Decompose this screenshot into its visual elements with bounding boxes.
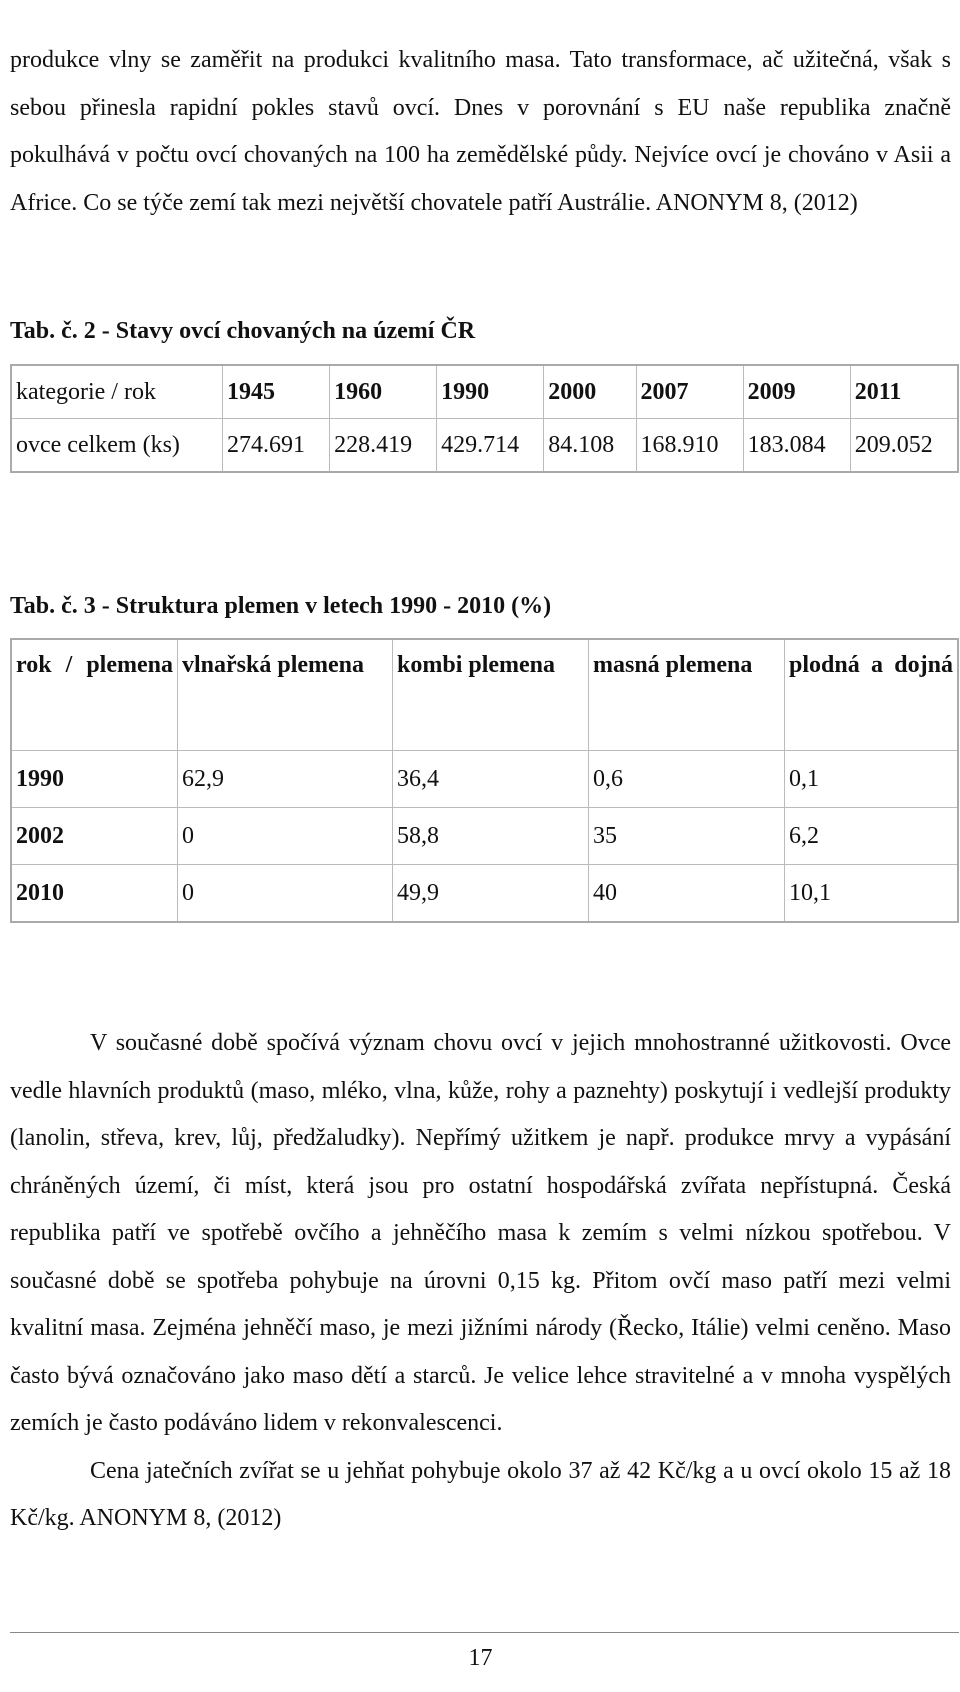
value-cell: 40 xyxy=(589,865,785,923)
table-header-cell: masná plemena xyxy=(589,639,785,751)
table-row xyxy=(11,808,958,865)
year-cell: 1990 xyxy=(11,751,178,808)
table-header-cell: kategorie / rok xyxy=(11,365,223,419)
value-cell: 183.084 xyxy=(743,419,850,473)
year-header-cell: 1990 xyxy=(437,365,544,419)
table-row xyxy=(11,365,958,419)
value-cell: 168.910 xyxy=(636,419,743,473)
year-cell: 2010 xyxy=(11,865,178,923)
table-header-cell: rok / plemena xyxy=(11,639,178,751)
row-label-cell: ovce celkem (ks) xyxy=(11,419,223,473)
breed-structure-table xyxy=(10,638,959,923)
intro-paragraph: produkce vlny se zaměřit na produkci kvalitního masa. Tato transformace, ač užitečná, však s sebou přinesla rapidní pokles stavů ovcí. Dnes v porovnání s EU naše republika značně pokulhává v počtu ovcí chovaných na 100 ha zemědělské půdy. Nejvíce ovcí je chováno v Asii a Africe. Co se týče zemí tak mezi největší chovatele patří Austrálie. ANONYM 8, (2012) xyxy=(10,47,951,216)
value-cell: 49,9 xyxy=(393,865,589,923)
year-header-cell: 2011 xyxy=(850,365,958,419)
table-row xyxy=(11,865,958,923)
footer-divider xyxy=(10,1632,959,1633)
value-cell: 0,6 xyxy=(589,751,785,808)
value-cell: 274.691 xyxy=(223,419,330,473)
value-cell: 228.419 xyxy=(330,419,437,473)
year-header-cell: 1960 xyxy=(330,365,437,419)
value-cell: 35 xyxy=(589,808,785,865)
table-row xyxy=(11,419,958,473)
sheep-population-table xyxy=(10,364,959,473)
value-cell: 209.052 xyxy=(850,419,958,473)
table-row xyxy=(11,751,958,808)
year-header-cell: 1945 xyxy=(223,365,330,419)
year-header-cell: 2009 xyxy=(743,365,850,419)
value-cell: 36,4 xyxy=(393,751,589,808)
value-cell: 0,1 xyxy=(785,751,959,808)
body-text xyxy=(10,1020,951,1543)
value-cell: 0 xyxy=(178,865,393,923)
table3-caption: Tab. č. 3 - Struktura plemen v letech 1990 - 2010 (%) xyxy=(10,593,552,619)
value-cell: 10,1 xyxy=(785,865,959,923)
table-header-cell: plodná a dojná xyxy=(785,639,959,751)
year-header-cell: 2007 xyxy=(636,365,743,419)
year-header-cell: 2000 xyxy=(544,365,636,419)
value-cell: 6,2 xyxy=(785,808,959,865)
table-header-cell: vlnařská plemena xyxy=(178,639,393,751)
value-cell: 62,9 xyxy=(178,751,393,808)
paragraph-usefulness: V současné době spočívá význam chovu ovcí v jejich mnohostranné užitkovosti. Ovce vedle hlavních produktů (maso, mléko, vlna, kůže, rohy a paznehty) poskytují i vedlejší produkty (lanolin, střeva, krev, lůj, předžaludky). Nepřímý užitkem je např. produkce mrvy a vypásání chráněných území, či míst, která jsou pro ostatní hospodářská zvířata nepřístupná. Česká republika patří ve spotřebě ovčího a jehněčího masa k zemím s velmi nízkou spotřebou. V současné době se spotřeba pohybuje na úrovni 0,15 kg. Přitom ovčí maso patří mezi velmi kvalitní masa. Zejména jehněčí maso, je mezi jižními národy (Řecko, Itálie) velmi ceněno. Maso často bývá označováno jako maso dětí a starců. Je velice lehce stravitelné a v mnoha vyspělých zemích je často podáváno lidem v rekonvalescenci. xyxy=(10,1030,951,1436)
table-header-cell: kombi plemena xyxy=(393,639,589,751)
value-cell: 0 xyxy=(178,808,393,865)
table-row xyxy=(11,639,958,751)
paragraph-prices: Cena jatečních zvířat se u jehňat pohybuje okolo 37 až 42 Kč/kg a u ovcí okolo 15 až 18 Kč/kg. ANONYM 8, (2012) xyxy=(10,1457,951,1531)
value-cell: 84.108 xyxy=(544,419,636,473)
value-cell: 58,8 xyxy=(393,808,589,865)
value-cell: 429.714 xyxy=(437,419,544,473)
page-number: 17 xyxy=(468,1645,493,1671)
table2-caption: Tab. č. 2 - Stavy ovcí chovaných na území ČR xyxy=(10,318,476,344)
year-cell: 2002 xyxy=(11,808,178,865)
